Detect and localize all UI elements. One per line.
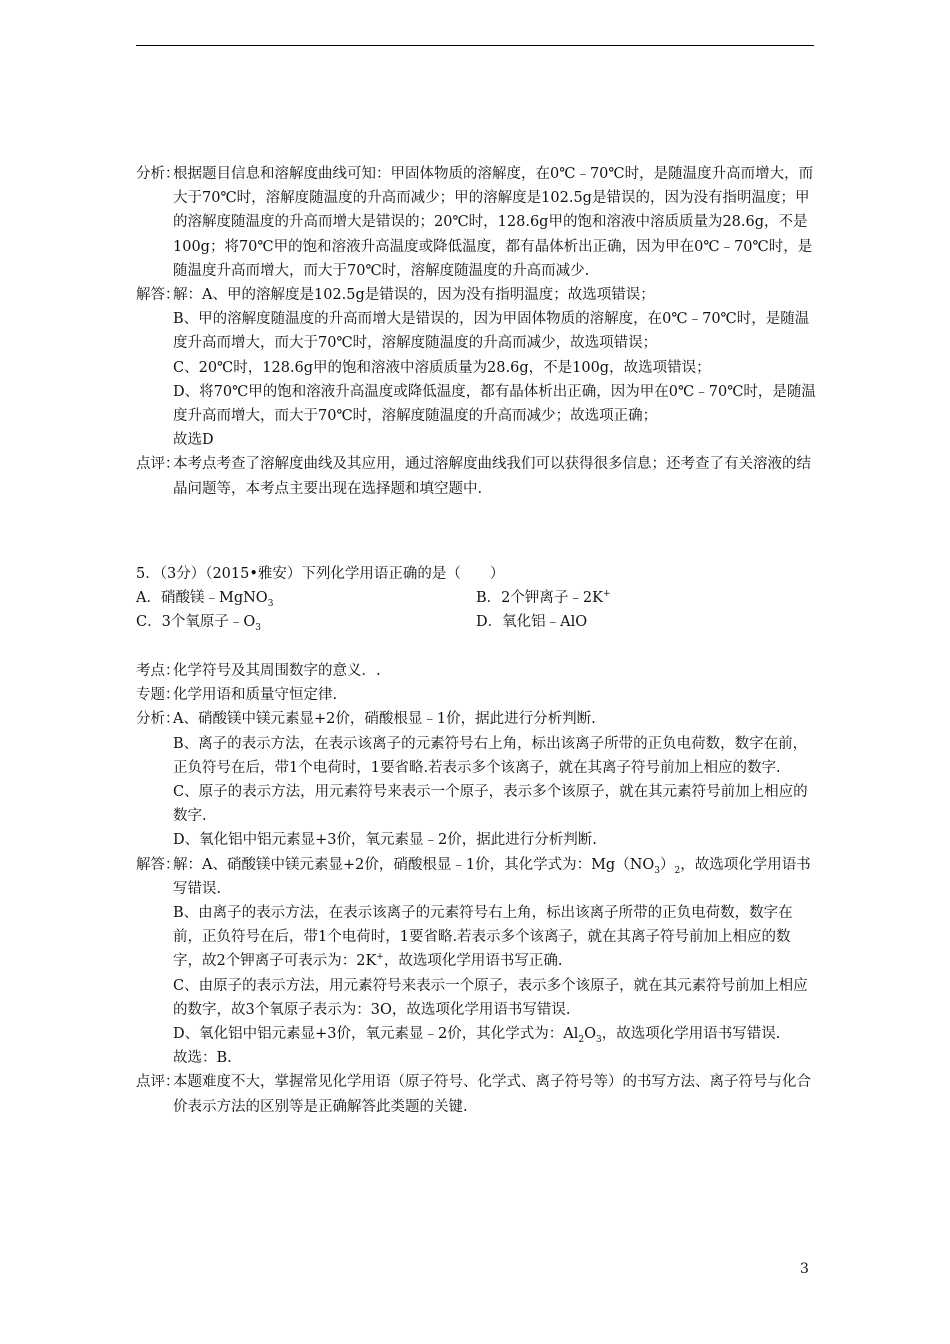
q5-option-a: A．硝酸镁﹣MgNO$_3$: [136, 590, 274, 610]
q4-comment: [136, 452, 816, 500]
q5-comment: [136, 1070, 816, 1118]
q4-answer-line: D、将70℃甲的饱和溶液升高温度或降低温度，都有晶体析出正确，因为甲在0℃﹣70℃时，是随温度升高而增大，而大于70℃时，溶解度随温度的升高而减少；故选项正确；: [173, 383, 816, 425]
q5-answer-final: 故选：B.: [173, 1050, 232, 1067]
q5-analysis-d: D、氧化铝中铝元素显+3价，氧元素显﹣2价，据此进行分析判断.: [173, 832, 597, 849]
q5-answer: [136, 853, 816, 1071]
q5-question-block: [136, 562, 816, 635]
q5-answer-a: 解：A、硝酸镁中镁元素显+2价，硝酸根显﹣1价，其化学式为：$Mg(NO_3)_2$，故选项化学用语书写错误.: [173, 856, 811, 897]
q4-answer-line: B、甲的溶解度随温度的升高而增大是错误的，因为甲固体物质的溶解度，在0℃﹣70℃时，是随温度升高而增大，而大于70℃时，溶解度随温度的升高而减少，故选项错误；: [173, 311, 810, 352]
q5-answer-label: 解答：: [136, 856, 180, 873]
q5-comment-text: 本题难度不大，掌握常见化学用语（原子符号、化学式、离子符号等）的书写方法、离子符号与化合价表示方法的区别等是正确解答此类题的关键.: [173, 1074, 811, 1115]
q5-kaodian-text: 化学符号及其周围数字的意义．.: [173, 663, 381, 679]
q4-answer-label: 解答：: [136, 287, 180, 304]
q5-zhuanti-label: 专题：: [136, 687, 180, 704]
q4-analysis-text: 根据题目信息和溶解度曲线可知：甲固体物质的溶解度，在0℃﹣70℃时，是随温度升高而增大，而大于70℃时，溶解度随温度的升高而减少；甲的溶解度是102.5g是错误的，因为没有指明温度；甲的溶解度随温度的升高而增大是错误的；20℃时，128.6g甲的饱和溶液中溶质质量为28.6g，不是100g；将70℃甲的饱和溶液升高温度或降低温度，都有晶体析出正确，因为甲在0℃﹣70℃时，是随温度升高而增大，而大于70℃时，溶解度随温度的升高而减少.: [173, 166, 814, 279]
q5-answer-b: B、由离子的表示方法，在表示该离子的元素符号右上角，标出该离子所带的正负电荷数，数字在前，正负符号在后，带1个电荷时，1要省略.若表示多个该离子，就在其离子符号前加上相应的数字，故2个钾离子可表示为：2K+，故选项化学用语书写正确.: [173, 905, 793, 970]
q5-zhuanti: [136, 683, 816, 707]
q5-analysis: [136, 707, 816, 852]
q5-analysis-b: B、离子的表示方法，在表示该离子的元素符号右上角，标出该离子所带的正负电荷数，数字在前，正负符号在后，带1个电荷时，1要省略.若表示多个该离子，就在其离子符号前加上相应的数字.: [173, 735, 808, 776]
q4-answer-line: 解：A、甲的溶解度是102.5g是错误的，因为没有指明温度；故选项错误；: [173, 287, 655, 304]
q4-answer: [136, 283, 816, 452]
q5-zhuanti-text: 化学用语和质量守恒定律.: [173, 687, 338, 704]
q5-analysis-label: 分析：: [136, 711, 180, 728]
header-rule: [136, 45, 814, 46]
q5-option-c: C．3个氧原子$﹣O_3$: [136, 614, 261, 634]
q5-option-d: D．氧化铝﹣AlO: [476, 614, 588, 631]
q5-answer-d: D、氧化铝中铝元素显+3价，氧元素显﹣2价，其化学式为：$Al_2O_3$，故选项化学用语书写错误.: [173, 1026, 781, 1045]
q5-options: [136, 586, 816, 634]
q5-solution: [136, 659, 816, 1119]
q4-comment-text: 本考点考查了溶解度曲线及其应用，通过溶解度曲线我们可以获得很多信息；还考查了有关溶液的结晶问题等，本考点主要出现在选择题和填空题中.: [173, 456, 811, 497]
q4-answer-line: C、20℃时，128.6g甲的饱和溶液中溶质质量为28.6g，不是100g，故选项错误；: [173, 359, 711, 376]
q5-option-b: B．2个钾离子﹣2K+: [476, 589, 611, 607]
q5-kaodian: [136, 659, 816, 683]
q4-comment-label: 点评：: [136, 456, 180, 473]
q5-answer-c: C、由原子的表示方法，用元素符号来表示一个原子，表示多个该原子，就在其元素符号前加上相应的数字，故3个氧原子表示为：3O，故选项化学用语书写错误.: [173, 977, 808, 1018]
q5-comment-label: 点评：: [136, 1074, 180, 1091]
q4-solution: [136, 162, 816, 501]
q5-kaodian-label: 考点：: [136, 663, 180, 679]
q5-question: 5．（3分）（2015•雅安）下列化学用语正确的是（ ）: [136, 566, 505, 582]
q4-analysis-label: 分析：: [136, 166, 180, 182]
q4-analysis: [136, 162, 816, 283]
page-number: 3: [800, 1261, 809, 1277]
q4-answer-line: 故选D: [173, 432, 214, 449]
q5-analysis-c: C、原子的表示方法，用元素符号来表示一个原子，表示多个该原子，就在其元素符号前加上相应的数字.: [173, 784, 808, 825]
q5-analysis-a: A、硝酸镁中镁元素显+2价，硝酸根显﹣1价，据此进行分析判断.: [173, 711, 596, 728]
